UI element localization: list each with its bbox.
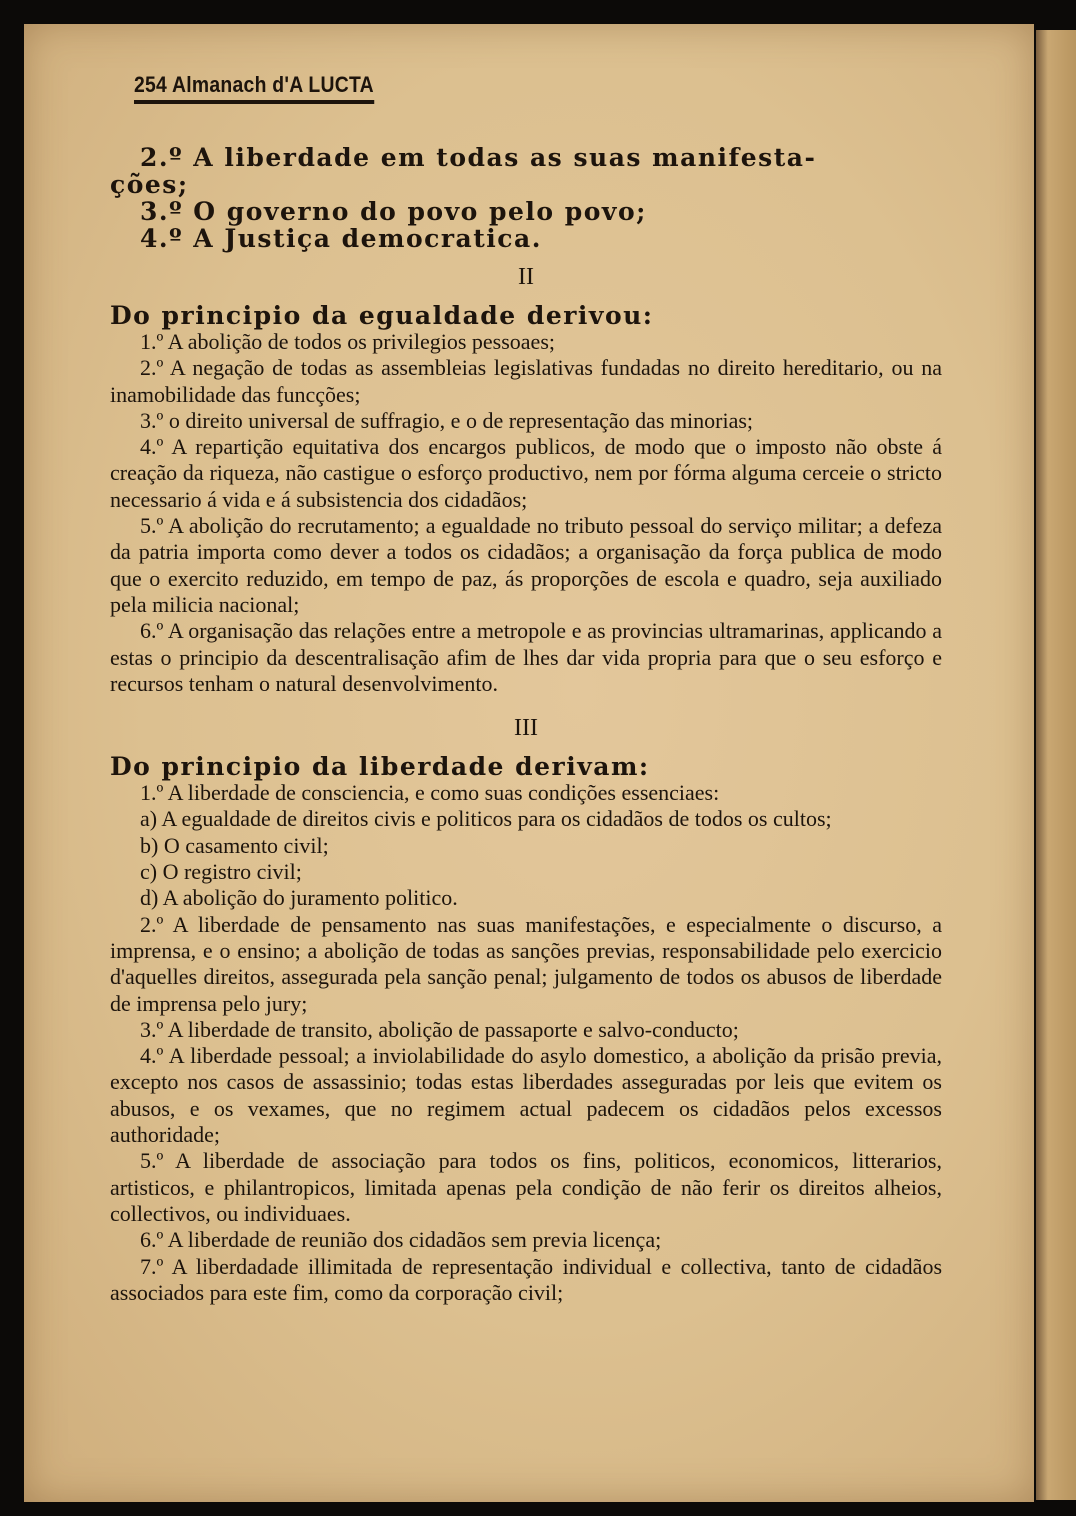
section-iii-item-1: 1.º A liberdade de consciencia, e como suas condições essenciaes: <box>140 780 720 806</box>
running-header: 254 Almanach d'A LUCTA <box>134 72 374 104</box>
section-ii-heading: Do principio da egualdade derivou: <box>110 301 654 330</box>
section-ii-item-1: 1.º A abolição de todos os privilegios pessoaes; <box>140 329 555 354</box>
section-ii-item-4: 4.º A repartição equitativa dos encargos publicos, de modo que o imposto não obste á creação da riqueza, não castigue o esforço productivo, nem por fórma alguma cerceie o stricto necessario á vida e á subsistencia dos cidadãos; <box>110 434 942 512</box>
intro-item-4: 4.º A Justiça democratica. <box>140 224 542 253</box>
section-iii-heading: Do principio da liberdade derivam: <box>110 752 650 782</box>
section-iii-item-6: 6.º A liberdade de reunião dos cidadãos sem previa licença; <box>140 1227 662 1253</box>
next-page-edge <box>1036 30 1076 1500</box>
section-iii-item-1c: c) O registro civil; <box>140 859 302 885</box>
section-iii-item-3: 3.º A liberdade de transito, abolição de passaporte e salvo-conducto; <box>140 1016 739 1042</box>
section-iii-numeral: III <box>514 715 538 742</box>
intro-list <box>110 144 942 252</box>
section-iii-item-1d: d) A abolição do juramento politico. <box>140 885 458 911</box>
section-iii-item-7: 7.º A liberdadade illimitada de representação individual e collectiva, tanto de cidadãos associados para este fim, como da corporação civil; <box>110 1253 942 1305</box>
section-ii-item-2: 2.º A negação de todas as assembleias legislativas fundadas no direito hereditario, ou na inamobilidade das funcções; <box>110 355 942 407</box>
section-iii-item-1b: b) O casamento civil; <box>140 832 329 858</box>
section-ii-item-3: 3.º o direito universal de suffragio, e o de representação das minorias; <box>140 407 754 433</box>
section-ii-numeral: II <box>518 264 534 290</box>
section-iii <box>110 713 942 1306</box>
section-ii-item-6: 6.º A organisação das relações entre a metropole e as provincias ultramarinas, applicando a estas o principio da descentralisação afim de lhes dar vida propria para que o seu esforço e recursos tenham o natural desenvolvimento. <box>110 618 942 696</box>
section-ii-item-5: 5.º A abolição do recrutamento; a egualdade no tributo pessoal do serviço militar; a defeza da patria importa como dever a todos os cidadãos; a organisação da força publica de modo que o exercito reduzido, em tempo de paz, ás proporções de escola e quadro, seja auxiliado pela milicia nacional; <box>110 513 942 617</box>
section-iii-item-5: 5.º A liberdade de associação para todos os fins, politicos, economicos, litterarios, artisticos, e philantropicos, limitada apenas pela condição de não ferir os direitos alheios, collectivos, ou individuaes. <box>110 1148 942 1226</box>
section-ii <box>110 262 942 697</box>
intro-item-3: 3.º O governo do povo pelo povo; <box>140 197 647 226</box>
section-iii-item-4: 4.º A liberdade pessoal; a inviolabilidade do asylo domestico, a abolição da prisão previa, excepto nos casos de assassinio; todas estas liberdades asseguradas por leis que evitem os abusos, e os vexames, que no regimem actual padecem os cidadãos pelos excessos authoridade; <box>110 1043 942 1148</box>
intro-item-2-cont: ções; <box>110 170 189 199</box>
intro-item-2: 2.º A liberdade em todas as suas manifesta- <box>140 143 817 172</box>
section-iii-item-2: 2.º A liberdade de pensamento nas suas manifestações, e especialmente o discurso, a imprensa, e o ensino; a abolição de todas as sanções previas, responsabilidade pelo exercicio d'aquelles direitos, assegurada pela sanção penal; julgamento de todos os abusos de liberdade de imprensa pelo jury; <box>110 911 942 1016</box>
section-iii-item-1a: a) A egualdade de direitos civis e politicos para os cidadãos de todos os cultos; <box>140 806 832 832</box>
page-content <box>110 72 942 1306</box>
